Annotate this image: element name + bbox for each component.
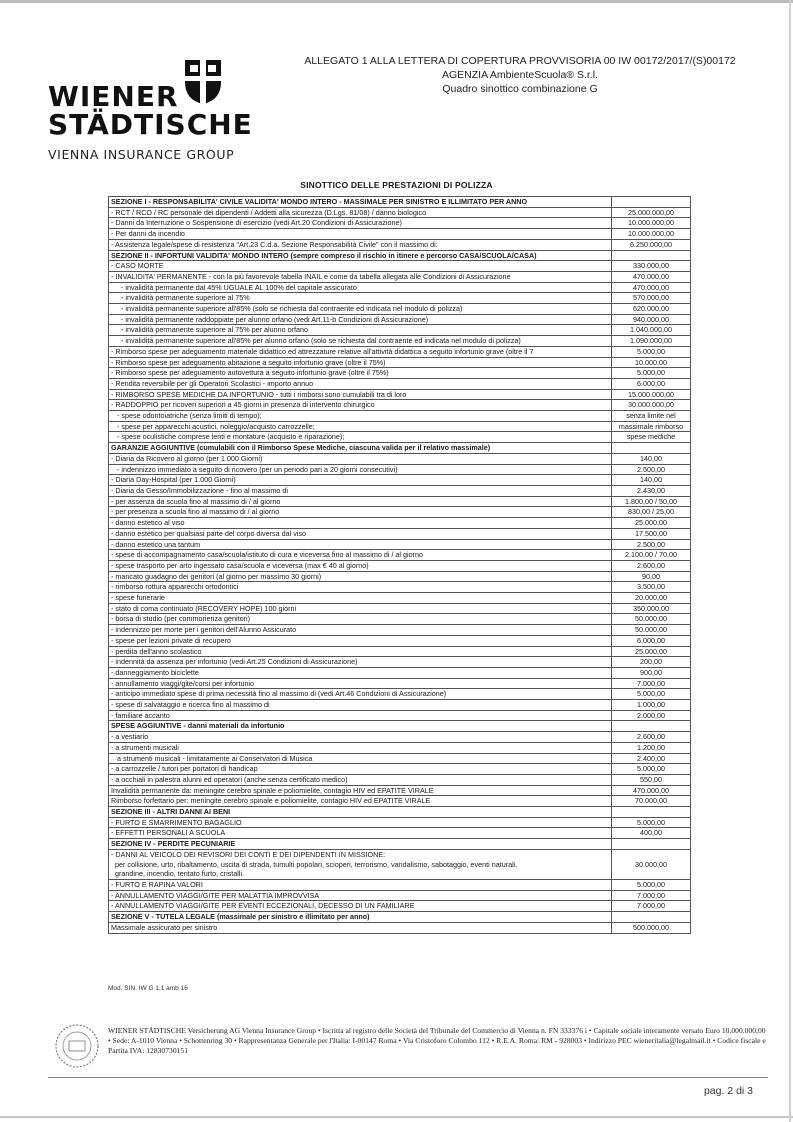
section-header-row <box>109 443 691 454</box>
description-cell: Massimale assicurato per sinistro <box>109 922 612 933</box>
table-row <box>109 774 691 785</box>
amount-cell: 550,00 <box>612 774 691 785</box>
shield-emblem-icon <box>181 56 225 106</box>
description-cell: a strumenti musicali - limitatamente ai Conservatori di Musica <box>109 753 612 764</box>
table-row <box>109 485 691 496</box>
table-row <box>109 796 691 807</box>
amount-cell: 2.000,00 <box>612 710 691 721</box>
table-row <box>109 496 691 507</box>
description-cell: - invalidità permanente superiore al 75% <box>109 293 612 304</box>
description-cell: - ANNULLAMENTO VIAGGI/GITE PER EVENTI ECCEZIONALI, DECESSO DI UN FAMILIARE <box>109 901 612 912</box>
amount-cell: 2.600,00 <box>612 732 691 743</box>
module-code: Mod. SIN. IW G 1.1 amb 16 <box>108 985 188 992</box>
table-row <box>109 271 691 282</box>
table-row <box>109 614 691 625</box>
table-row <box>109 368 691 379</box>
description-cell: - a carrozzelle / tutori per portatori di handicap <box>109 764 612 775</box>
description-cell: SEZIONE V - TUTELA LEGALE (massimale per sinistro e illimitato per anno) <box>109 912 612 923</box>
description-cell: - anticipo immediato spese di prima necessità fino al massimo di (vedi Art.46 Condizioni di Assicurazione) <box>109 689 612 700</box>
amount-cell: massimale rimborso <box>612 421 691 432</box>
amount-cell: 7.000,00 <box>612 901 691 912</box>
description-cell: - FURTO E SMARRIMENTO BAGAGLIO <box>109 817 612 828</box>
description-cell: - a occhiali in palestra alunni ed operatori (anche senza certificato medico) <box>109 774 612 785</box>
footer-divider <box>48 1077 768 1078</box>
amount-cell: 25.000.000,00 <box>612 207 691 218</box>
table-row <box>109 635 691 646</box>
table-row <box>109 700 691 711</box>
header-line-1: ALLEGATO 1 ALLA LETTERA DI COPERTURA PROVVISORIA 00 IW 00172/2017/(S)00172 <box>304 55 736 67</box>
amount-cell: 2.500,00 <box>612 464 691 475</box>
logo-line-2: STÄDTISCHE <box>48 108 253 141</box>
table-row <box>109 475 691 486</box>
description-cell: - mancato guadagno dei genitori (al giorno per massimo 30 giorni) <box>109 571 612 582</box>
description-cell: - familiare accanto <box>109 710 612 721</box>
logo-line-1: WIENER <box>48 80 179 113</box>
page-number: pag. 2 di 3 <box>703 1085 753 1097</box>
table-row <box>109 710 691 721</box>
description-cell: - annullamento viaggi/gite/corsi per infortunio <box>109 678 612 689</box>
table-row <box>109 378 691 389</box>
table-row <box>109 336 691 347</box>
amount-cell <box>612 250 691 261</box>
description-cell: - Rimborso spese per adeguamento autovettura a seguito infortunio grave (oltre il 75%) <box>109 368 612 379</box>
amount-cell: 5.000,00 <box>612 346 691 357</box>
section-header-row <box>109 807 691 818</box>
description-cell: Invalidità permanente da: meningite cerebro spinale e poliomielite, contagio HIV ed EPATITE VIRALE <box>109 785 612 796</box>
table-row <box>109 901 691 912</box>
table-row <box>109 346 691 357</box>
amount-cell: 10.000,00 <box>612 357 691 368</box>
description-cell: - rimborso rottura apparecchi ortodontici <box>109 582 612 593</box>
stamp-seal-icon <box>52 1022 102 1070</box>
table-row <box>109 646 691 657</box>
table-row <box>109 582 691 593</box>
table-row <box>109 817 691 828</box>
table-row <box>109 207 691 218</box>
amount-cell: 1.800,00 / 50,00 <box>612 496 691 507</box>
description-cell: - danno estetico una tantum <box>109 539 612 550</box>
description-cell: - Rendita reversibile per gli Operatori Scolastici - importo annuo <box>109 378 612 389</box>
description-cell: - indennizzo immediato a seguito di ricovero (per un periodo pari a 20 giorni consecutivi) <box>109 464 612 475</box>
document-header <box>270 54 770 96</box>
amount-cell <box>612 807 691 818</box>
amount-cell: 50.000,00 <box>612 614 691 625</box>
document-title: SINOTTICO DELLE PRESTAZIONI DI POLIZZA <box>300 180 493 190</box>
amount-cell: 350.000,00 <box>612 603 691 614</box>
table-row <box>109 261 691 272</box>
amount-cell: 470.000,00 <box>612 282 691 293</box>
description-line: per collisione, urto, ribaltamento, uscita di strada, tumulti popolari, scioperi, terrorismo, vandalismo, sabotaggio, eventi naturali, <box>115 859 518 869</box>
table-row <box>109 880 691 891</box>
description-cell: - spese per apparecchi acustici, noleggio/acquisto carrozzelle; <box>109 421 612 432</box>
amount-cell: 5.000,00 <box>612 817 691 828</box>
table-row <box>109 560 691 571</box>
section-header-row <box>109 839 691 850</box>
amount-cell: 1.200,00 <box>612 742 691 753</box>
description-cell: - EFFETTI PERSONALI A SCUOLA <box>109 828 612 839</box>
table-row <box>109 218 691 229</box>
description-cell: - indennizzo per morte per i genitori dell'Alunno Assicurato <box>109 625 612 636</box>
amount-cell: 5.000,00 <box>612 689 691 700</box>
section-header-row <box>109 197 691 208</box>
table-row <box>109 304 691 315</box>
description-cell: - indennità da assenza per infortunio (vedi Art.25 Condizioni di Assicurazione) <box>109 657 612 668</box>
benefits-table <box>108 196 691 934</box>
amount-cell: 1.090.000,00 <box>612 336 691 347</box>
description-cell: - CASO MORTE <box>109 261 612 272</box>
amount-cell <box>612 721 691 732</box>
table-row <box>109 742 691 753</box>
bottom-scan-border <box>0 1116 793 1118</box>
amount-cell: 140,00 <box>612 453 691 464</box>
description-cell: - danneggiamento biciclette <box>109 667 612 678</box>
table-row <box>109 753 691 764</box>
table-row <box>109 667 691 678</box>
section-header-row <box>109 250 691 261</box>
amount-cell: 2.600,00 <box>612 560 691 571</box>
amount-cell: 6.000,00 <box>612 378 691 389</box>
amount-cell: 25.000,00 <box>612 646 691 657</box>
description-cell: - Diaria da Gesso/Immobilizzazione - fino al massimo di <box>109 485 612 496</box>
amount-cell: 2.100,00 / 70,00 <box>612 550 691 561</box>
description-cell: - invalidità permanente dal 45% UGUALE AL 100% del capitale assicurato <box>109 282 612 293</box>
description-cell: - a strumenti musicali <box>109 742 612 753</box>
amount-cell: 30.000.000,00 <box>612 400 691 411</box>
table-row <box>109 357 691 368</box>
amount-cell: 330.000,00 <box>612 261 691 272</box>
amount-cell: 900,00 <box>612 667 691 678</box>
description-cell: - a vestiario <box>109 732 612 743</box>
description-cell <box>109 849 612 879</box>
table-row <box>109 411 691 422</box>
table-row <box>109 314 691 325</box>
table-row <box>109 849 691 879</box>
table-row <box>109 282 691 293</box>
description-cell: SPESE AGGIUNTIVE - danni materiali da infortunio <box>109 721 612 732</box>
description-cell: - RIMBORSO SPESE MEDICHE DA INFORTUNIO - tutti i rimborsi sono cumulabili tra di loro <box>109 389 612 400</box>
table-row <box>109 432 691 443</box>
amount-cell: 3.500,00 <box>612 582 691 593</box>
description-cell: - Assistenza legale/spese di resistenza "Art.23 C.d.a. Sezione Responsabilità Civile" con il massimo di: <box>109 239 612 250</box>
table-row <box>109 239 691 250</box>
table-row <box>109 785 691 796</box>
amount-cell: 10.000.000,00 <box>612 218 691 229</box>
table-row <box>109 507 691 518</box>
header-line-2: AGENZIA AmbienteScuola® S.r.l. <box>442 69 598 81</box>
table-row <box>109 453 691 464</box>
description-cell: - spese trasporto per arto ingessato casa/scuola e viceversa (max € 40 al giorno) <box>109 560 612 571</box>
amount-cell: 20.000,00 <box>612 593 691 604</box>
amount-cell: 470.000,00 <box>612 271 691 282</box>
description-cell: - invalidità permanente superiore all'85% per alunno orfano (solo se richiesta dal contraente ed indicata nel modulo di polizza) <box>109 336 612 347</box>
description-cell: - Rimborso spese per adeguamento materiale didattico ed attrezzature relative all'attività didattica a seguito infortunio grave (oltre il 7 <box>109 346 612 357</box>
section-header-row <box>109 721 691 732</box>
amount-cell: 70.000,00 <box>612 796 691 807</box>
description-cell: GARANZIE AGGIUNTIVE (cumulabili con il Rimborso Spese Mediche, ciascuna valida per il relativo massimale) <box>109 443 612 454</box>
top-scan-border <box>0 0 793 3</box>
amount-cell: 5.000,00 <box>612 764 691 775</box>
amount-cell: 17.500,00 <box>612 528 691 539</box>
description-cell: - INVALIDITA' PERMANENTE - con la più favorevole tabella INAIL e come da tabella allegata alle Condizioni di Assicurazione <box>109 271 612 282</box>
amount-cell <box>612 912 691 923</box>
description-line: - DANNI AL VEICOLO DEI REVISORI DEI CONTI E DEI DIPENDENTI IN MISSIONE: <box>111 849 386 859</box>
description-cell: SEZIONE II - INFORTUNI VALIDITA' MONDO INTERO (sempre compreso il rischio in itinere e percorso CASA/SCUOLA/CASA) <box>109 250 612 261</box>
description-cell: - invalidità permanente superiore all'85% (solo se richiesta dal contraente ed indicata nel modulo di polizza) <box>109 304 612 315</box>
section-header-row <box>109 912 691 923</box>
description-cell: - per presenza a scuola fino al massimo di / al giorno <box>109 507 612 518</box>
description-cell: - spese per lezioni private di recupero <box>109 635 612 646</box>
description-cell: SEZIONE IV - PERDITE PECUNIARIE <box>109 839 612 850</box>
description-cell: - danno estetico al viso <box>109 518 612 529</box>
right-scan-border <box>789 0 791 1122</box>
amount-cell: senza limite nel <box>612 411 691 422</box>
table-row <box>109 389 691 400</box>
amount-cell: 2.400,00 <box>612 753 691 764</box>
description-line: grandine, incendio, tentato furto, cristalli. <box>115 869 245 879</box>
amount-cell: 830,00 / 25,00 <box>612 507 691 518</box>
table-row <box>109 464 691 475</box>
amount-cell: 500.000,00 <box>612 922 691 933</box>
table-row <box>109 550 691 561</box>
table-row <box>109 732 691 743</box>
description-cell: - invalidità permanente raddoppiate per alunno orfano (vedi Art.11-b Condizioni di Assicurazione) <box>109 314 612 325</box>
table-row <box>109 828 691 839</box>
table-row <box>109 421 691 432</box>
amount-cell: 15.000.000,00 <box>612 389 691 400</box>
table-row <box>109 689 691 700</box>
amount-cell: spese mediche <box>612 432 691 443</box>
table-row <box>109 229 691 240</box>
description-cell: - FURTO E RAPINA VALORI <box>109 880 612 891</box>
description-cell: - spese oculistiche comprese lenti e montature (acquisto e riparazione); <box>109 432 612 443</box>
description-cell: SEZIONE III - ALTRI DANNI AI BENI <box>109 807 612 818</box>
amount-cell: 470.000,00 <box>612 785 691 796</box>
description-cell: - perdita dell'anno scolastico <box>109 646 612 657</box>
table-row <box>109 593 691 604</box>
description-cell: - spese funerarie <box>109 593 612 604</box>
amount-cell: 6.250.000,00 <box>612 239 691 250</box>
amount-cell: 1.040.000,00 <box>612 325 691 336</box>
amount-cell: 140,00 <box>612 475 691 486</box>
table-row <box>109 922 691 933</box>
table-row <box>109 518 691 529</box>
amount-cell: 2.430,00 <box>612 485 691 496</box>
description-cell: SEZIONE I - RESPONSABILITA' CIVILE VALIDITA' MONDO INTERO - MASSIMALE PER SINISTRO E ILLIMITATO PER ANNO <box>109 197 612 208</box>
table-row <box>109 657 691 668</box>
table-row <box>109 528 691 539</box>
table-row <box>109 400 691 411</box>
description-cell: - Diaria Day-Hospital (per 1.000 Giorni) <box>109 475 612 486</box>
amount-cell: 25.000,00 <box>612 518 691 529</box>
header-line-3: Quadro sinottico combinazione G <box>442 83 598 95</box>
description-cell: - spese di salvataggio e ricerca fino al massimo di <box>109 700 612 711</box>
description-cell: - borsa di studio (per commorienza genitori) <box>109 614 612 625</box>
description-cell: - spese odontoiatriche (senza limiti di tempo); <box>109 411 612 422</box>
description-cell: - per assenza da scuola fino al massimo di / al giorno <box>109 496 612 507</box>
amount-cell: 6.000,00 <box>612 635 691 646</box>
table-row <box>109 625 691 636</box>
table-row <box>109 571 691 582</box>
amount-cell: 10.000.000,00 <box>612 229 691 240</box>
amount-cell <box>612 443 691 454</box>
amount-cell: 940.000,00 <box>612 314 691 325</box>
amount-cell: 30.000,00 <box>612 849 691 879</box>
table-row <box>109 293 691 304</box>
amount-cell: 2.500,00 <box>612 539 691 550</box>
table-row <box>109 603 691 614</box>
description-cell: - Diaria da Ricovero al giorno (per 1.000 Giorni) <box>109 453 612 464</box>
amount-cell: 200,00 <box>612 657 691 668</box>
amount-cell: 90,00 <box>612 571 691 582</box>
description-cell: - spese di accompagnamento casa/scuola/istituto di cura e viceversa fino al massimo di / al giorno <box>109 550 612 561</box>
table-row <box>109 890 691 901</box>
description-cell: Rimborso forfettario per: meningite cerebro spinale e poliomielite, contagio HIV ed EPATITE VIRALE <box>109 796 612 807</box>
amount-cell: 620.000,00 <box>612 304 691 315</box>
legal-footer: WIENER STÄDTISCHE Versicherung AG Vienna Insurance Group • Iscritta al registro delle Società del Tribunale del Commercio di Vienna n. FN 333376 i • Capitale sociale interamente versato Euro 10.000.000,00 • Sede: A-1010 Vienna • Schottenring 30 • Rappresentanza Generale per l'Italia: I-00147 Roma • Via Cristoforo Colombo 112 • R.E.A. Roma: RM - 928003 • Indirizzo PEC wieneritalia@legalmail.it • Codice fiscale e Partita IVA: 12830730151 <box>108 1026 766 1056</box>
amount-cell: 7.000,00 <box>612 890 691 901</box>
description-cell: - danno estetico per qualsiasi parte del corpo diversa dal viso <box>109 528 612 539</box>
amount-cell: 50.000,00 <box>612 625 691 636</box>
amount-cell: 1.000,00 <box>612 700 691 711</box>
table-row <box>109 539 691 550</box>
description-cell: - stato di coma continuato (RECOVERY HOPE) 100 giorni <box>109 603 612 614</box>
description-cell: - Danni da Interruzione o Sospensione di esercizio (vedi Art.20 Condizioni di Assicurazione) <box>109 218 612 229</box>
amount-cell: 5.000,00 <box>612 368 691 379</box>
amount-cell: 5.000,00 <box>612 880 691 891</box>
description-cell: - ANNULLAMENTO VIAGGI/GITE PER MALATTIA IMPROVVISA <box>109 890 612 901</box>
description-cell: - RCT / RCO / RC personale dei dipendenti / Addetti alla sicurezza (D.Lgs. 81/08) / danno biologico <box>109 207 612 218</box>
amount-cell: 400,00 <box>612 828 691 839</box>
amount-cell: 7.000,00 <box>612 678 691 689</box>
logo-group-text: VIENNA INSURANCE GROUP <box>48 147 235 162</box>
table-row <box>109 764 691 775</box>
description-cell: - invalidità permanente superiore al 75% per alunno orfano <box>109 325 612 336</box>
table-row <box>109 678 691 689</box>
description-cell: - Per danni da incendio <box>109 229 612 240</box>
description-cell: - Rimborso spese per adeguamento abitazione a seguito infortunio grave (oltre il 75%) <box>109 357 612 368</box>
description-cell: - RADDOPPIO per ricoveri superiori a 45 giorni in presenza di intervento chirurgico <box>109 400 612 411</box>
amount-cell <box>612 839 691 850</box>
amount-cell <box>612 197 691 208</box>
amount-cell: 570.000,00 <box>612 293 691 304</box>
table-row <box>109 325 691 336</box>
